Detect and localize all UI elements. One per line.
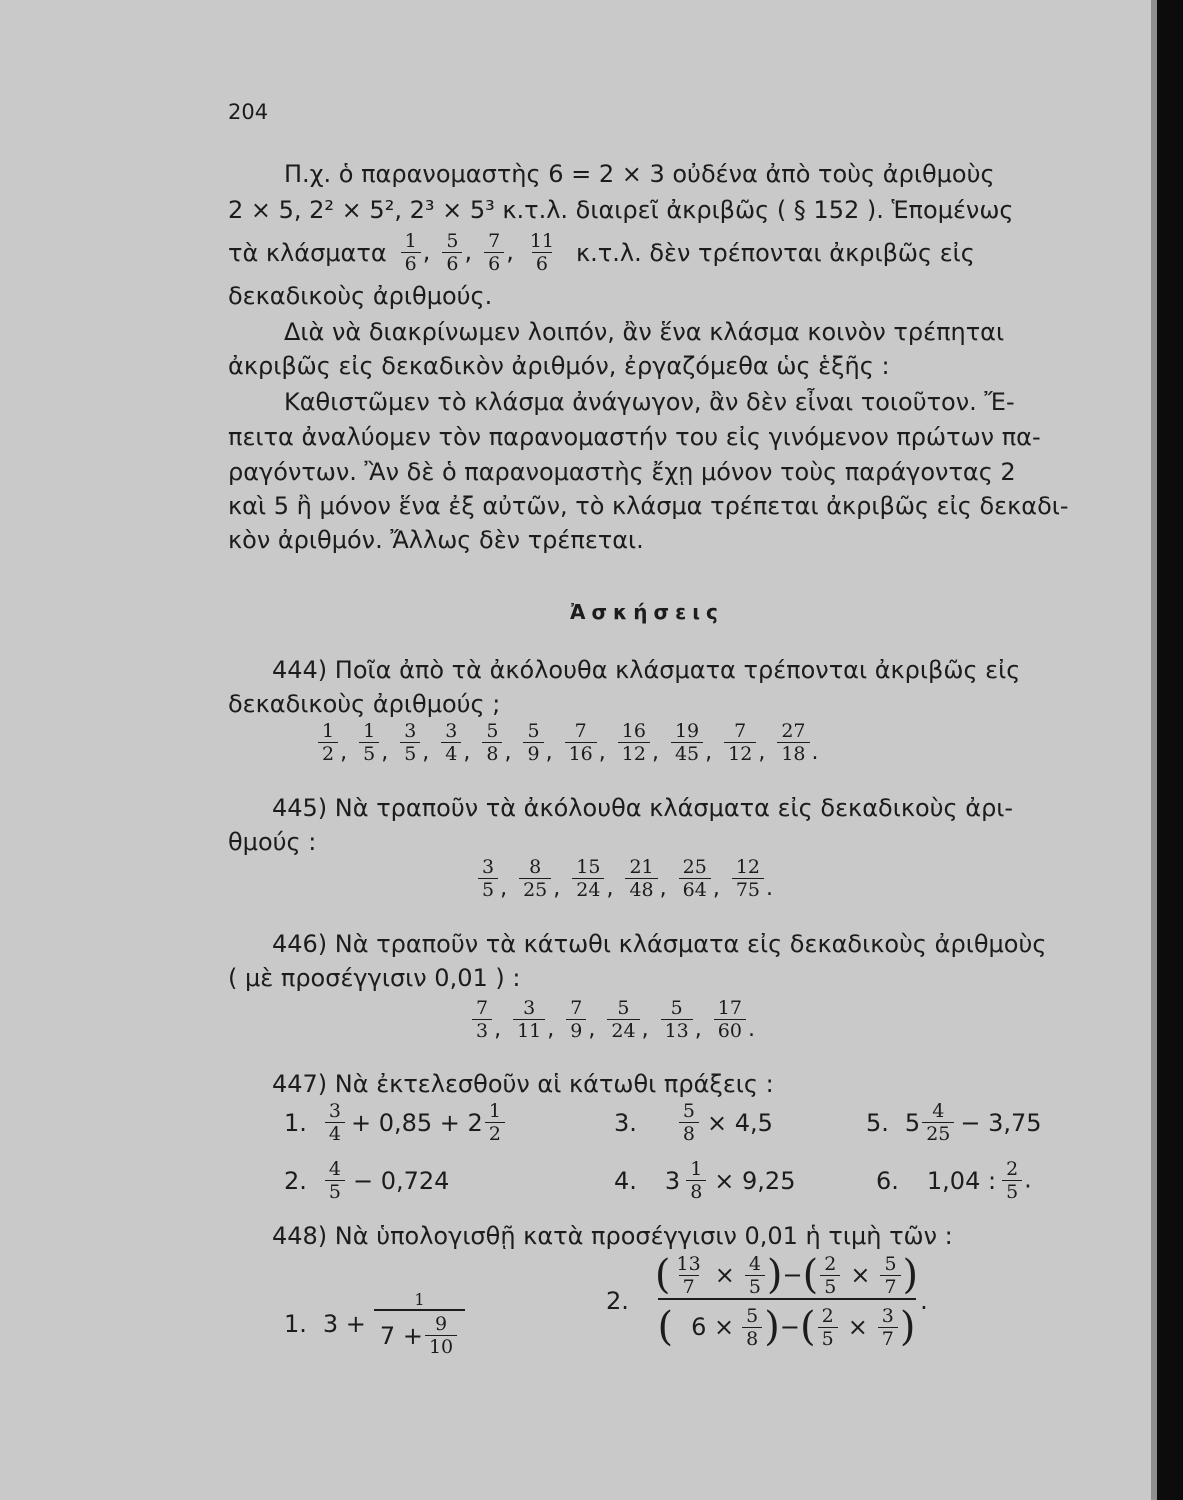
p1-line3	[228, 230, 975, 275]
den: 4	[441, 742, 461, 765]
ex446-line1: 446) Νὰ τραποῦν τὰ κάτωθι κλάσματα εἰς δεκαδικοὺς ἀριθμοὺς	[272, 930, 1047, 958]
expr: 1,04 :	[926, 1166, 997, 1195]
num: 1	[488, 1100, 501, 1122]
den: 75	[732, 878, 764, 901]
fraction: $\frac{15}{24}$ ,	[570, 864, 623, 892]
op: −	[779, 1313, 800, 1341]
p3-line5: κὸν ἀριθμόν. Ἄλλως δὲν τρέπεται.	[228, 526, 644, 554]
num: 5	[682, 1100, 695, 1122]
den: 8	[679, 1122, 699, 1145]
p1-line1: Π.χ. ὁ παρανομαστὴς 6 = 2 × 3 οὐδένα ἀπὸ τοὺς ἀριθμοὺς	[284, 160, 995, 188]
item-number: 2.	[606, 1287, 629, 1315]
num: 13	[676, 1252, 701, 1275]
num: 5	[670, 997, 683, 1019]
op: −	[782, 1261, 803, 1289]
ex447-item2	[284, 1158, 449, 1203]
den: 6	[484, 252, 504, 275]
num: 5	[527, 720, 540, 742]
p3-line3: ραγόντων. Ἂν δὲ ὁ παρανομαστὴς ἔχῃ μόνον τοὺς παράγοντας 2	[228, 458, 1016, 486]
den: 5	[818, 1327, 838, 1350]
item-number: 4.	[614, 1166, 637, 1195]
den	[374, 1309, 465, 1358]
op: ×	[850, 1261, 871, 1289]
den: 3	[472, 1019, 492, 1042]
frac	[323, 1158, 347, 1203]
den: 2	[485, 1122, 505, 1145]
num: 1	[414, 1290, 425, 1309]
fraction: $\frac{5}{8}$ ,	[480, 728, 521, 756]
paren: )	[902, 1252, 919, 1298]
ex448-item1	[284, 1290, 465, 1358]
frac	[423, 1313, 459, 1358]
num: 3	[881, 1304, 894, 1327]
p3-line2: πειτα ἀναλύομεν τὸν παρανομαστήν του εἰς γινόμενον πρώτων πα-	[228, 423, 1041, 451]
den: 45	[671, 742, 703, 765]
fraction: $\frac{25}{64}$ ,	[677, 864, 730, 892]
compound-fraction	[374, 1290, 465, 1358]
num: 25	[682, 856, 707, 878]
den: 60	[714, 1019, 746, 1042]
fraction: $\frac{3}{5}$ ,	[476, 864, 517, 892]
num: 1	[690, 1158, 703, 1180]
frac	[818, 1253, 842, 1298]
ex444-line1: 444) Ποῖα ἀπὸ τὰ ἀκόλουθα κλάσματα τρέπονται ἀκριβῶς εἰς	[272, 656, 1021, 684]
frac	[671, 1253, 707, 1298]
paren: (	[654, 1252, 671, 1298]
den: 11	[513, 1019, 545, 1042]
p3-line4: καὶ 5 ἢ μόνον ἕνα ἐξ αὐτῶν, τὸ κλάσμα τρέπεται ἀκριβῶς εἰς δεκαδι-	[228, 492, 1069, 520]
den: 6	[442, 252, 462, 275]
num: 7	[488, 230, 501, 252]
fraction: $\frac{5}{24}$ ,	[605, 1005, 658, 1033]
ex446-fractions	[470, 997, 765, 1042]
numerator	[655, 1252, 918, 1298]
item-number: 3.	[614, 1108, 637, 1137]
item-number: 1.	[284, 1310, 307, 1338]
den: 7	[880, 1275, 900, 1298]
fraction: $\frac{3}{4}$ ,	[439, 728, 480, 756]
num: 21	[629, 856, 654, 878]
fraction: $\frac{5}{13}$ ,	[659, 1005, 712, 1033]
expr: × 4,5	[707, 1108, 773, 1137]
den: 5	[400, 742, 420, 765]
paren: )	[766, 1252, 783, 1298]
num: 5	[746, 1304, 759, 1327]
item-number: 5.	[866, 1108, 889, 1137]
den: 13	[661, 1019, 693, 1042]
den: 10	[425, 1335, 457, 1358]
num: 16	[621, 720, 646, 742]
num: 7	[734, 720, 747, 742]
paren: )	[899, 1304, 916, 1350]
num: 2	[1006, 1158, 1019, 1180]
num: 1	[322, 720, 335, 742]
paren: (	[802, 1252, 819, 1298]
num: 8	[529, 856, 542, 878]
den: 4	[325, 1122, 345, 1145]
fraction: $\frac{27}{18}$ .	[775, 728, 828, 756]
den: 9	[566, 1019, 586, 1042]
expr: 5	[904, 1108, 921, 1137]
ex447-item5	[866, 1100, 1042, 1145]
num: 7	[574, 720, 587, 742]
num: 11	[529, 230, 555, 252]
expr: + 0,85 + 2	[351, 1108, 483, 1137]
expr: 6 ×	[691, 1313, 735, 1341]
num: 4	[932, 1100, 945, 1122]
num: 5	[884, 1252, 897, 1275]
den: 25	[922, 1122, 954, 1145]
frac	[743, 1253, 767, 1298]
den: 24	[572, 878, 604, 901]
paren: (	[657, 1304, 674, 1350]
num: 1	[363, 720, 376, 742]
expr: − 0,724	[353, 1166, 450, 1195]
num: 3	[482, 856, 495, 878]
frac: $\frac{5}{6}$ ,	[440, 230, 472, 275]
den: 5	[820, 1275, 840, 1298]
ex447-item3	[614, 1100, 773, 1145]
fraction: $\frac{8}{25}$ ,	[517, 864, 570, 892]
ex444-fractions	[316, 720, 829, 765]
op: ×	[847, 1313, 868, 1341]
frac	[878, 1253, 902, 1298]
exercises-heading: Ἀσκήσεις	[570, 600, 724, 624]
frac	[740, 1305, 764, 1350]
fraction: $\frac{12}{75}$ .	[730, 864, 783, 892]
op: ×	[714, 1261, 735, 1289]
ex447-item6	[876, 1158, 1032, 1203]
expr: 3 +	[322, 1310, 366, 1338]
den: 12	[618, 742, 650, 765]
den: 5	[325, 1180, 345, 1203]
fraction: $\frac{7}{12}$ ,	[722, 728, 775, 756]
fraction: $\frac{17}{60}$ .	[712, 1005, 765, 1033]
num: 17	[717, 997, 742, 1019]
frac: $\frac{2}{5}$ .	[1000, 1158, 1032, 1203]
num: 27	[781, 720, 806, 742]
frac	[816, 1305, 840, 1350]
den: 24	[607, 1019, 639, 1042]
page-number: 204	[228, 100, 269, 124]
den: 18	[777, 742, 809, 765]
p1-line3-pre: τὰ κλάσματα	[228, 238, 387, 267]
fraction: $\frac{1}{5}$ ,	[357, 728, 398, 756]
frac: $\frac{7}{6}$ ,	[482, 230, 514, 275]
fraction: $\frac{7}{3}$ ,	[470, 1005, 511, 1033]
expr: 7 +	[379, 1321, 423, 1350]
ex447-item4	[614, 1158, 795, 1203]
p3-line1: Καθιστῶμεν τὸ κλάσμα ἀνάγωγον, ἂν δὲν εἶναι τοιοῦτον. Ἔ-	[284, 388, 1015, 416]
frac	[323, 1100, 347, 1145]
frac	[920, 1100, 956, 1145]
fraction: $\frac{21}{48}$ ,	[623, 864, 676, 892]
ex447-item1	[284, 1100, 507, 1145]
den: 9	[523, 742, 543, 765]
den: 8	[482, 742, 502, 765]
num: 5	[446, 230, 459, 252]
num: 9	[434, 1313, 448, 1335]
fraction: $\frac{3}{11}$ ,	[511, 1005, 564, 1033]
fraction: $\frac{16}{12}$ ,	[616, 728, 669, 756]
den: 12	[724, 742, 756, 765]
den: 6	[401, 252, 421, 275]
compound-fraction	[655, 1252, 918, 1350]
ex448-item2	[606, 1252, 928, 1350]
frac: $\frac{1}{6}$ ,	[399, 230, 431, 275]
den: 8	[742, 1327, 762, 1350]
period: .	[920, 1287, 928, 1315]
num: 4	[748, 1252, 761, 1275]
fraction: $\frac{7}{9}$ ,	[564, 1005, 605, 1033]
ex447-line1: 447) Νὰ ἐκτελεσθοῦν αἱ κάτωθι πράξεις :	[272, 1070, 774, 1098]
den: 16	[565, 742, 597, 765]
num: 1	[404, 230, 417, 252]
p1-line2: 2 × 5, 2² × 5², 2³ × 5³ κ.τ.λ. διαιρεῖ ἀκριβῶς ( § 152 ). Ἑπομένως	[228, 196, 1014, 224]
ex445-line1: 445) Νὰ τραποῦν τὰ ἀκόλουθα κλάσματα εἰς δεκαδικοὺς ἀρι-	[272, 794, 1014, 822]
paren: (	[799, 1304, 816, 1350]
num: 19	[674, 720, 700, 742]
den: 5	[478, 878, 498, 901]
ex446-line2: ( μὲ προσέγγισιν 0,01 ) :	[228, 964, 521, 992]
ex444-line2: δεκαδικοὺς ἀριθμούς ;	[228, 690, 501, 718]
frac	[524, 230, 560, 275]
num: 3	[404, 720, 417, 742]
den: 2	[318, 742, 338, 765]
num: 3	[523, 997, 536, 1019]
num: 7	[570, 997, 583, 1019]
p2-line1: Διὰ νὰ διακρίνωμεν λοιπόν, ἂν ἕνα κλάσμα κοινὸν τρέπηται	[284, 318, 1005, 346]
num: 2	[821, 1304, 834, 1327]
den: 25	[519, 878, 551, 901]
fraction: $\frac{3}{5}$ ,	[398, 728, 439, 756]
den: 7	[878, 1327, 898, 1350]
p1-line4: δεκαδικοὺς ἀριθμούς.	[228, 282, 493, 310]
num: 2	[824, 1252, 837, 1275]
p1-line3-post: κ.τ.λ. δὲν τρέπονται ἀκριβῶς εἰς	[576, 238, 975, 267]
num: 7	[476, 997, 489, 1019]
paren: )	[764, 1304, 780, 1350]
den: 6	[532, 252, 552, 275]
den: 5	[745, 1275, 765, 1298]
ex445-line2: θμούς :	[228, 828, 317, 856]
item-number: 2.	[284, 1166, 307, 1195]
num: 15	[576, 856, 601, 878]
num: 12	[735, 856, 761, 878]
den: 7	[679, 1275, 699, 1298]
item-number: 1.	[284, 1108, 307, 1137]
den: 5	[1002, 1180, 1022, 1203]
frac	[684, 1158, 708, 1203]
p2-line2: ἀκριβῶς εἰς δεκαδικὸν ἀριθμόν, ἐργαζόμεθα ὡς ἑξῆς :	[228, 352, 890, 380]
frac	[483, 1100, 507, 1145]
num: 5	[617, 997, 630, 1019]
expr: × 9,25	[714, 1166, 796, 1195]
num: 4	[328, 1158, 341, 1180]
den: 48	[625, 878, 657, 901]
fraction: $\frac{7}{16}$ ,	[563, 728, 616, 756]
den: 8	[686, 1180, 706, 1203]
frac	[876, 1305, 900, 1350]
den: 64	[679, 878, 711, 901]
ex445-fractions	[476, 856, 783, 901]
item-number: 6.	[876, 1166, 899, 1195]
num: 3	[328, 1100, 341, 1122]
num: 3	[445, 720, 458, 742]
fraction: $\frac{1}{2}$ ,	[316, 728, 357, 756]
frac	[677, 1100, 701, 1145]
den: 5	[359, 742, 379, 765]
ex448-line1: 448) Νὰ ὑπολογισθῇ κατὰ προσέγγισιν 0,01 ἡ τιμὴ τῶν :	[272, 1222, 953, 1250]
page-edge	[1157, 0, 1183, 1500]
expr: − 3,75	[960, 1108, 1042, 1137]
denominator	[658, 1298, 916, 1350]
num: 5	[486, 720, 499, 742]
fraction: $\frac{19}{45}$ ,	[669, 728, 722, 756]
fraction: $\frac{5}{9}$ ,	[521, 728, 562, 756]
expr: 3	[664, 1166, 681, 1195]
